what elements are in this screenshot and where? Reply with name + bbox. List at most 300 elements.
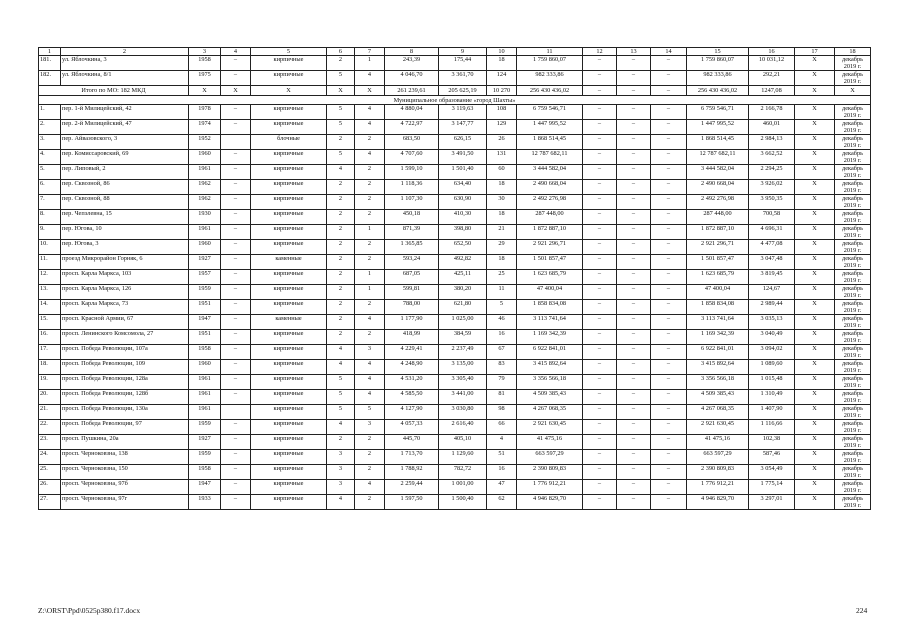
cell-c14: –: [651, 315, 687, 330]
cell-en: 2: [355, 195, 385, 210]
cell-c12: –: [583, 420, 617, 435]
total-cell-c5: X: [251, 86, 327, 96]
cell-c16: 1 116,66: [749, 420, 795, 435]
cell-cost: 1 776 912,21: [517, 480, 583, 495]
cell-c15: 47 400,04: [687, 285, 749, 300]
cell-a1: 445,70: [385, 435, 439, 450]
completion-year: 2019 г.: [843, 277, 862, 284]
cell-c13: –: [617, 270, 651, 285]
cell-year: 1958: [189, 465, 221, 480]
cell-p: 81: [487, 390, 517, 405]
cell-a2: 492,82: [439, 255, 487, 270]
completion-year: 2019 г.: [843, 142, 862, 149]
cell-en: 2: [355, 180, 385, 195]
cell-a1: 1 599,10: [385, 165, 439, 180]
cell-fl: 4: [327, 165, 355, 180]
municipality-group-row: [39, 96, 871, 105]
column-number-cell: 8: [385, 48, 439, 56]
completion-month: декабрь: [842, 240, 863, 247]
cell-year: 1927: [189, 435, 221, 450]
cell-cost: 2 921 630,45: [517, 420, 583, 435]
cell-fl: 3: [327, 480, 355, 495]
cell-a1: 871,39: [385, 225, 439, 240]
cell-mat: каменные: [251, 255, 327, 270]
completion-year: 2019 г.: [843, 292, 862, 299]
cell-c17: X: [795, 420, 835, 435]
cell-n: 7.: [39, 195, 61, 210]
cell-a1: 1 713,70: [385, 450, 439, 465]
cell-c15: 1 872 887,10: [687, 225, 749, 240]
cell-c12: –: [583, 270, 617, 285]
cell-c13: –: [617, 420, 651, 435]
cell-a1: 1 788,92: [385, 465, 439, 480]
cell-a1: 683,50: [385, 135, 439, 150]
cell-c13: –: [617, 135, 651, 150]
cell-c13: –: [617, 180, 651, 195]
table-row: [39, 435, 871, 450]
completion-date-cell: [835, 375, 871, 390]
total-cell-c3: X: [189, 86, 221, 96]
completion-month: декабрь: [842, 285, 863, 292]
completion-date-cell: [835, 240, 871, 255]
cell-c12: –: [583, 375, 617, 390]
cell-c12: –: [583, 240, 617, 255]
cell-year: 1961: [189, 225, 221, 240]
cell-year: 1961: [189, 375, 221, 390]
cell-c12: –: [583, 195, 617, 210]
total-cell-c18: X: [835, 86, 871, 96]
cell-c4: –: [221, 225, 251, 240]
cell-c4: –: [221, 195, 251, 210]
cell-c4: –: [221, 180, 251, 195]
cell-year: 1960: [189, 150, 221, 165]
cell-a2: 1 500,40: [439, 495, 487, 510]
cell-n: 9.: [39, 225, 61, 240]
table-row: [39, 255, 871, 270]
cell-mat: кирпичные: [251, 330, 327, 345]
cell-a2: 3 441,00: [439, 390, 487, 405]
column-number-cell: 14: [651, 48, 687, 56]
completion-year: 2019 г.: [843, 337, 862, 344]
cell-mat: кирпичные: [251, 71, 327, 86]
cell-a1: 4 229,41: [385, 345, 439, 360]
table-row: [39, 71, 871, 86]
cell-addr: просп. Черноковзна, 150: [61, 465, 189, 480]
cell-c16: 700,58: [749, 210, 795, 225]
cell-a2: 3 030,80: [439, 405, 487, 420]
table-row: [39, 405, 871, 420]
cell-addr: просп. Красной Армии, 67: [61, 315, 189, 330]
column-number-cell: 10: [487, 48, 517, 56]
completion-month: декабрь: [842, 450, 863, 457]
cell-mat: кирпичные: [251, 240, 327, 255]
cell-c14: –: [651, 270, 687, 285]
cell-a1: 593,24: [385, 255, 439, 270]
cell-a1: 4 046,70: [385, 71, 439, 86]
cell-addr: пер. Чепэлевна, 15: [61, 210, 189, 225]
cell-c4: –: [221, 270, 251, 285]
cell-cost: 2 390 809,83: [517, 465, 583, 480]
cell-c16: 1 775,14: [749, 480, 795, 495]
completion-year: 2019 г.: [843, 307, 862, 314]
cell-en: 4: [355, 120, 385, 135]
cell-cost: 3 415 892,64: [517, 360, 583, 375]
cell-mat: кирпичные: [251, 120, 327, 135]
cell-c16: 3 094,02: [749, 345, 795, 360]
column-number-header: [39, 48, 871, 56]
municipality-title: Муниципальное образование «город Шахты»: [39, 96, 871, 105]
cell-c16: 4 696,31: [749, 225, 795, 240]
cell-addr: просп. Черноковзна, 138: [61, 450, 189, 465]
cell-mat: кирпичные: [251, 180, 327, 195]
cell-fl: 5: [327, 150, 355, 165]
cell-addr: проезд Микрорайон Горняк, 6: [61, 255, 189, 270]
completion-month: декабрь: [842, 330, 863, 337]
column-number-cell: 5: [251, 48, 327, 56]
cell-addr: просп. Победа Революции, 128б: [61, 390, 189, 405]
cell-p: 16: [487, 330, 517, 345]
cell-year: 1958: [189, 56, 221, 71]
total-cell-a1: 261 239,61: [385, 86, 439, 96]
table-row: [39, 120, 871, 135]
cell-c12: –: [583, 56, 617, 71]
cell-c4: –: [221, 240, 251, 255]
completion-year: 2019 г.: [843, 502, 862, 509]
completion-month: декабрь: [842, 255, 863, 262]
total-row: [39, 86, 871, 96]
cell-p: 29: [487, 240, 517, 255]
column-number-cell: 16: [749, 48, 795, 56]
cell-a2: 1 001,00: [439, 480, 487, 495]
cell-c12: –: [583, 135, 617, 150]
cell-c17: X: [795, 180, 835, 195]
cell-c17: X: [795, 480, 835, 495]
cell-en: 2: [355, 240, 385, 255]
cell-c16: 3 819,45: [749, 270, 795, 285]
total-cell-cost: 256 430 436,02: [517, 86, 583, 96]
cell-fl: 2: [327, 195, 355, 210]
cell-cost: 41 475,16: [517, 435, 583, 450]
cell-p: 129: [487, 120, 517, 135]
cell-p: 46: [487, 315, 517, 330]
cell-c4: –: [221, 71, 251, 86]
total-cell-c13: –: [617, 86, 651, 96]
total-cell-c12: –: [583, 86, 617, 96]
cell-c4: –: [221, 315, 251, 330]
cell-c15: 1 169 342,39: [687, 330, 749, 345]
cell-c12: –: [583, 315, 617, 330]
cell-c14: –: [651, 210, 687, 225]
completion-date-cell: [835, 71, 871, 86]
cell-c12: –: [583, 285, 617, 300]
cell-c13: –: [617, 375, 651, 390]
cell-c13: –: [617, 56, 651, 71]
completion-date-cell: [835, 270, 871, 285]
cell-year: 1975: [189, 71, 221, 86]
cell-c13: –: [617, 450, 651, 465]
cell-addr: пер. Айвазовского, 3: [61, 135, 189, 150]
cell-p: 51: [487, 450, 517, 465]
cell-c16: 3 950,35: [749, 195, 795, 210]
cell-c4: –: [221, 375, 251, 390]
cell-c13: –: [617, 405, 651, 420]
cell-c15: 2 921 296,71: [687, 240, 749, 255]
cell-c17: X: [795, 300, 835, 315]
cell-c15: 3 444 582,04: [687, 165, 749, 180]
cell-p: 16: [487, 465, 517, 480]
completion-date-cell: [835, 150, 871, 165]
cell-addr: просп. Черноковзна, 97б: [61, 480, 189, 495]
cell-fl: 2: [327, 56, 355, 71]
cell-c13: –: [617, 495, 651, 510]
cell-p: 18: [487, 255, 517, 270]
cell-c14: –: [651, 495, 687, 510]
completion-month: декабрь: [842, 210, 863, 217]
cell-c17: X: [795, 135, 835, 150]
cell-a1: 1 597,50: [385, 495, 439, 510]
cell-a2: 621,80: [439, 300, 487, 315]
column-number-cell: 11: [517, 48, 583, 56]
cell-c17: X: [795, 165, 835, 180]
cell-year: 1947: [189, 315, 221, 330]
cell-c4: [221, 405, 251, 420]
cell-c4: –: [221, 495, 251, 510]
completion-year: 2019 г.: [843, 157, 862, 164]
cell-en: 4: [355, 390, 385, 405]
completion-date-cell: [835, 315, 871, 330]
total-cell-c14: –: [651, 86, 687, 96]
register-table-sheet: [38, 47, 870, 510]
cell-c12: –: [583, 180, 617, 195]
cell-a2: 1 501,40: [439, 165, 487, 180]
cell-mat: кирпичные: [251, 195, 327, 210]
footer-file-path: Z:\ORST\Ppd\0525p380.f17.docx: [38, 606, 141, 615]
cell-cost: 4 509 385,43: [517, 390, 583, 405]
cell-p: 18: [487, 180, 517, 195]
cell-c4: –: [221, 480, 251, 495]
cell-c15: 2 490 668,04: [687, 180, 749, 195]
cell-year: 1960: [189, 240, 221, 255]
cell-year: 1959: [189, 450, 221, 465]
cell-c12: –: [583, 480, 617, 495]
cell-en: 1: [355, 225, 385, 240]
cell-en: 4: [355, 150, 385, 165]
cell-a1: 788,00: [385, 300, 439, 315]
cell-addr: пер. Югова, 3: [61, 240, 189, 255]
cell-cost: 6 922 841,01: [517, 345, 583, 360]
column-number-cell: 17: [795, 48, 835, 56]
cell-c17: X: [795, 330, 835, 345]
cell-c17: X: [795, 210, 835, 225]
cell-c14: –: [651, 360, 687, 375]
cell-c15: 2 921 630,45: [687, 420, 749, 435]
cell-en: 2: [355, 450, 385, 465]
cell-en: 2: [355, 165, 385, 180]
cell-en: 1: [355, 56, 385, 71]
cell-a1: 243,39: [385, 56, 439, 71]
cell-c16: 3 297,01: [749, 495, 795, 510]
cell-c14: –: [651, 180, 687, 195]
cell-c17: X: [795, 285, 835, 300]
cell-cost: 287 448,00: [517, 210, 583, 225]
table-row: [39, 495, 871, 510]
cell-c13: –: [617, 71, 651, 86]
column-number-cell: 1: [39, 48, 61, 56]
cell-addr: просп. Карла Маркса, 103: [61, 270, 189, 285]
cell-c12: –: [583, 465, 617, 480]
completion-month: декабрь: [842, 270, 863, 277]
cell-c15: 982 333,86: [687, 71, 749, 86]
cell-a2: 3 147,77: [439, 120, 487, 135]
cell-a2: 626,15: [439, 135, 487, 150]
cell-mat: кирпичные: [251, 405, 327, 420]
cell-c14: –: [651, 285, 687, 300]
cell-c12: –: [583, 360, 617, 375]
cell-c16: 3 662,52: [749, 150, 795, 165]
completion-month: декабрь: [842, 345, 863, 352]
cell-year: 1974: [189, 120, 221, 135]
cell-c16: 1 310,49: [749, 390, 795, 405]
cell-c4: –: [221, 465, 251, 480]
cell-cost: 1 759 860,07: [517, 56, 583, 71]
cell-a2: 405,10: [439, 435, 487, 450]
completion-month: декабрь: [842, 495, 863, 502]
table-row: [39, 480, 871, 495]
table-row: [39, 360, 871, 375]
cell-fl: 5: [327, 71, 355, 86]
table-row: [39, 180, 871, 195]
cell-addr: просп. Победа Революции, 109: [61, 360, 189, 375]
cell-c14: –: [651, 165, 687, 180]
cell-year: 1952: [189, 135, 221, 150]
cell-cost: 3 356 566,18: [517, 375, 583, 390]
cell-c15: 4 509 385,43: [687, 390, 749, 405]
table-row: [39, 450, 871, 465]
cell-en: 4: [355, 71, 385, 86]
cell-year: 1927: [189, 255, 221, 270]
cell-c17: X: [795, 450, 835, 465]
cell-n: 8.: [39, 210, 61, 225]
cell-c16: 3 035,13: [749, 315, 795, 330]
cell-en: 2: [355, 465, 385, 480]
cell-mat: кирпичные: [251, 465, 327, 480]
cell-fl: 4: [327, 495, 355, 510]
table-row: [39, 330, 871, 345]
table-row: [39, 105, 871, 120]
cell-c4: [221, 135, 251, 150]
cell-addr: просп. Победа Революции, 128а: [61, 375, 189, 390]
completion-year: 2019 г.: [843, 187, 862, 194]
cell-c16: 102,38: [749, 435, 795, 450]
cell-c14: –: [651, 465, 687, 480]
cell-a2: 3 135,00: [439, 360, 487, 375]
cell-addr: ул. Яблочкина, 3: [61, 56, 189, 71]
cell-c17: X: [795, 390, 835, 405]
cell-c13: –: [617, 150, 651, 165]
cell-c12: –: [583, 405, 617, 420]
column-number-cell: 18: [835, 48, 871, 56]
cell-c4: –: [221, 450, 251, 465]
cell-mat: кирпичные: [251, 360, 327, 375]
cell-n: 16.: [39, 330, 61, 345]
cell-c12: –: [583, 105, 617, 120]
completion-date-cell: [835, 300, 871, 315]
cell-c14: –: [651, 195, 687, 210]
table-row: [39, 56, 871, 71]
completion-date-cell: [835, 420, 871, 435]
cell-fl: 2: [327, 240, 355, 255]
cell-en: 2: [355, 255, 385, 270]
completion-month: декабрь: [842, 120, 863, 127]
cell-c17: X: [795, 345, 835, 360]
cell-p: 108: [487, 105, 517, 120]
cell-year: 1959: [189, 285, 221, 300]
table-row: [39, 390, 871, 405]
cell-fl: 2: [327, 270, 355, 285]
completion-date-cell: [835, 255, 871, 270]
cell-c15: 2 390 809,83: [687, 465, 749, 480]
completion-month: декабрь: [842, 150, 863, 157]
cell-a2: 410,30: [439, 210, 487, 225]
cell-p: 62: [487, 495, 517, 510]
column-number-cell: 15: [687, 48, 749, 56]
cell-mat: кирпичные: [251, 165, 327, 180]
cell-a2: 782,72: [439, 465, 487, 480]
completion-month: декабрь: [842, 105, 863, 112]
cell-fl: 2: [327, 435, 355, 450]
cell-c17: X: [795, 225, 835, 240]
cell-c15: 287 448,00: [687, 210, 749, 225]
cell-a2: 1 129,60: [439, 450, 487, 465]
cell-c14: –: [651, 150, 687, 165]
cell-c13: –: [617, 105, 651, 120]
cell-c16: 2 984,13: [749, 135, 795, 150]
cell-en: 2: [355, 495, 385, 510]
cell-n: 2.: [39, 120, 61, 135]
cell-a2: 630,90: [439, 195, 487, 210]
cell-c4: –: [221, 420, 251, 435]
completion-year: 2019 г.: [843, 217, 862, 224]
cell-fl: 2: [327, 210, 355, 225]
cell-a1: 1 107,30: [385, 195, 439, 210]
cell-fl: 5: [327, 375, 355, 390]
cell-year: 1947: [189, 480, 221, 495]
cell-c12: –: [583, 300, 617, 315]
table-row: [39, 345, 871, 360]
cell-n: 17.: [39, 345, 61, 360]
cell-mat: кирпичные: [251, 150, 327, 165]
cell-c16: 2 166,78: [749, 105, 795, 120]
cell-c16: 1 015,48: [749, 375, 795, 390]
cell-addr: просп. Победа Революции, 97: [61, 420, 189, 435]
cell-c14: –: [651, 240, 687, 255]
cell-addr: пер. Югова, 10: [61, 225, 189, 240]
cell-a1: 4 127,90: [385, 405, 439, 420]
cell-p: 26: [487, 135, 517, 150]
completion-year: 2019 г.: [843, 442, 862, 449]
cell-c13: –: [617, 165, 651, 180]
cell-c13: –: [617, 300, 651, 315]
cell-mat: кирпичные: [251, 480, 327, 495]
cell-p: 60: [487, 165, 517, 180]
completion-month: декабрь: [842, 435, 863, 442]
cell-c14: –: [651, 345, 687, 360]
cell-cost: 3 444 582,04: [517, 165, 583, 180]
completion-year: 2019 г.: [843, 382, 862, 389]
cell-en: 5: [355, 405, 385, 420]
cell-n: 27.: [39, 495, 61, 510]
cell-a2: 1 025,00: [439, 315, 487, 330]
